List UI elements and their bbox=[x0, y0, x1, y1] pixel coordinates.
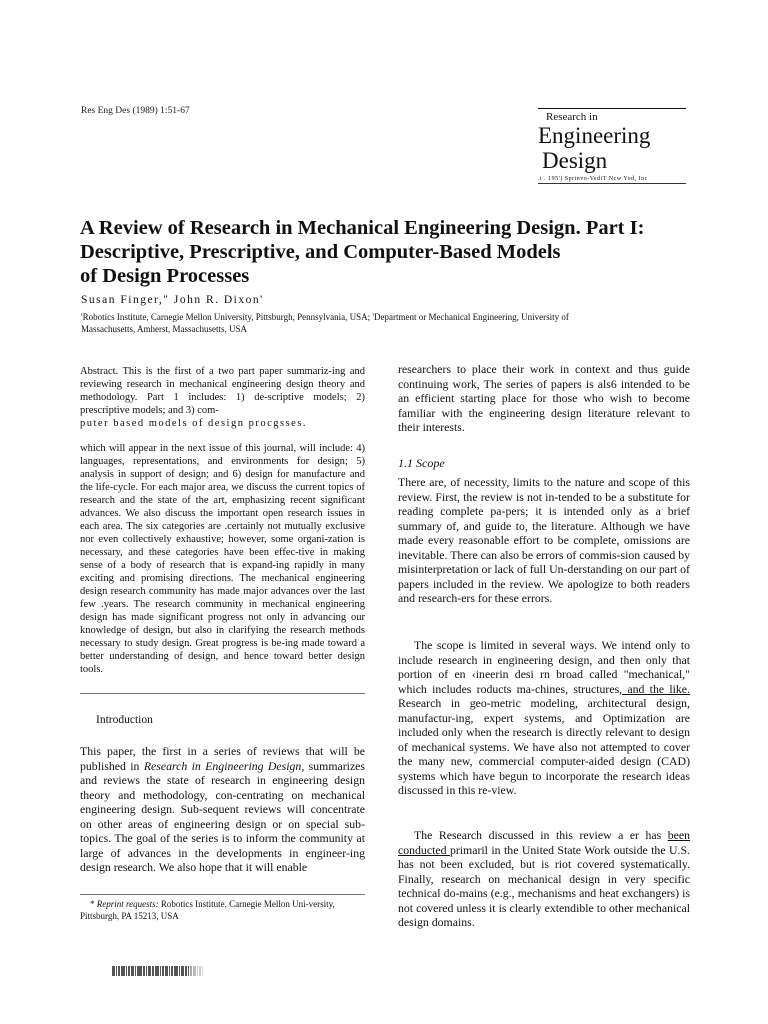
section-divider bbox=[80, 693, 365, 694]
masthead-small-title: Research in bbox=[546, 111, 598, 123]
paragraph-text: There are, of necessity, limits to the nature and scope of this review. First, the review is not in-tended to be a substitute for reading complete pa-pers; it is intended only as a brief summary of, and guide to, the literature. Although we have made every reasonable effort to be complete, omissions are inevitable. There can also be errors of commis-sion caused by misinterpretation or lack of full Un-derstanding on our part of papers included in the review. We apologize to both readers and research-ers for these errors. bbox=[398, 475, 690, 605]
footnote-divider bbox=[80, 894, 365, 895]
abstract-part2 bbox=[80, 442, 365, 676]
para4-underlined: been conducted bbox=[398, 828, 690, 857]
footnote: * Reprint requests: Robotics Institute, Carnegie Mellon Uni-versity, Pittsburgh, PA 15213, USA bbox=[80, 899, 335, 921]
journal-citation: Res Eng Des (1989) 1:51-67 bbox=[81, 106, 190, 116]
para3-text-a: The scope is limited in several ways. We intend only to include research in engineering design, and then only that portion of en ‹ineerin desi rn broad called "mechanical," which includes roducts ma-chines, structures, bbox=[398, 638, 690, 696]
article-title-line: of Design Processes bbox=[80, 265, 250, 287]
journal-name-italic: Research in Engineering Design, bbox=[143, 758, 305, 773]
para4-text-a: The Research discussed in this review a er has bbox=[414, 828, 668, 842]
masthead-title-line1: Engineering bbox=[538, 123, 651, 148]
introduction-heading: Introduction bbox=[96, 714, 153, 726]
para3-underlined: and the like. bbox=[622, 681, 690, 696]
article-title-line: Descriptive, Prescriptive, and Computer-Based Models bbox=[80, 241, 561, 263]
abstract-text-spaced: puter based models of design procgsses. bbox=[80, 418, 308, 429]
author-affiliations: 'Robotics Institute, Carnegie Mellon University, Pittsburgh, Pennsylvania, USA; 'Department or Mechanical Engineering, University of Massachusetts, Amherst, Massachusetts, USA bbox=[81, 312, 569, 334]
paragraph-text: researchers to place their work in context and thus guide continuing work, The series of papers is als6 intended to be an efficient starting place for those who wish to become familiar with the engineering design literature relevant to their interests. bbox=[398, 362, 690, 434]
masthead-rule bbox=[538, 108, 686, 109]
footnote-label: Reprint requests: bbox=[96, 899, 159, 909]
intro-text-b: summarizes and reviews the state of research in engineering design theory and methodology, con-centrating on mechanical engineering design. Sub-sequent reviews will concentrate on other areas of engineering design or on special sub-topics. The goal of the series is to inform the community at large of advances in the developments in engineer-ing design research. We also hope that it will enable bbox=[80, 758, 366, 874]
masthead-title-line2: Design bbox=[542, 148, 608, 173]
abstract-text: Abstract. This is the first of a two part paper summariz-ing and reviewing research in mechanical engineering design theory and methodology. Part 1 includes: 1) de-scriptive models; 2) prescriptive models; and 3) com- bbox=[80, 366, 365, 416]
right-paragraph-2 bbox=[398, 475, 690, 606]
abstract-continuation: which will appear in the next issue of this journal, will include: 4) languages, representations, and environments for design; 5) analysis in support of design; and 6) design for manufacture and the life-cycle. For each major area, we discuss the current topics of research and the state of the art, emphasizing recent significant advances. We also discuss the important open research issues in each area. The six categories are .certainly not mutually exclusive nor even collectively exhaustive; however, some organi-zation is necessary, and these categories have been effec-tive in making sense of a body of research that is expand-ing rapidly in many exciting and promising directions. The mechanical engineering design research community has made major advances over the last few .years. The research community in mechanical engineering design has made significant progress not only in advancing our knowledge of design, but also in clarifying the research methods necessary to study design. Great progress is be-ing made toward a better understanding of design, and hence toward better design tools. bbox=[80, 443, 365, 675]
right-paragraph-1 bbox=[398, 362, 690, 435]
article-title-line: A Review of Research in Mechanical Engineering Design. Part I: bbox=[80, 217, 645, 239]
article-authors: Susan Finger," John R. Dixon' bbox=[81, 294, 264, 306]
introduction-paragraph bbox=[80, 744, 365, 875]
intro-text-a: This paper, the first in a series of reviews that will be published in bbox=[80, 744, 365, 773]
scope-heading: 1.1 Scope bbox=[398, 456, 445, 470]
article-title bbox=[80, 216, 680, 288]
introduction-body bbox=[80, 744, 365, 875]
right-paragraph-4 bbox=[398, 828, 690, 930]
scan-barcode-artifact bbox=[112, 966, 254, 976]
footnote-text: Robotics Institute, Carnegie Mellon Uni-versity, Pittsburgh, PA 15213, USA bbox=[80, 899, 335, 921]
para4-text-b: primaril in the United State Work outside the U.S. has not been excluded, but is riot covered systematically. Finally, research on mechanical design in very specific technical do-mains (e.g., mechanisms and heat exchangers) is not covered unless it is clearly extendible to other mechanical design domains. bbox=[398, 842, 690, 929]
para3-text-b: Research in geo-metric modeling, architectural design, manufactur-ing, expert systems, and Optimization are included only when the research is directly relevant to design of mechanical systems. We have also not attempted to cover the many new, commercial computer-aided design (CAD) systems which have begun to incorporate the research ideas discussed in this re-view. bbox=[398, 696, 690, 797]
masthead-publisher: .t . 195') Sprinvo-VediT Ncw Yod, Inc bbox=[538, 176, 686, 184]
abstract-part1 bbox=[80, 365, 365, 430]
journal-masthead bbox=[538, 108, 686, 184]
paragraph-text bbox=[398, 638, 690, 798]
paragraph-text bbox=[398, 828, 690, 930]
right-paragraph-3 bbox=[398, 638, 690, 798]
